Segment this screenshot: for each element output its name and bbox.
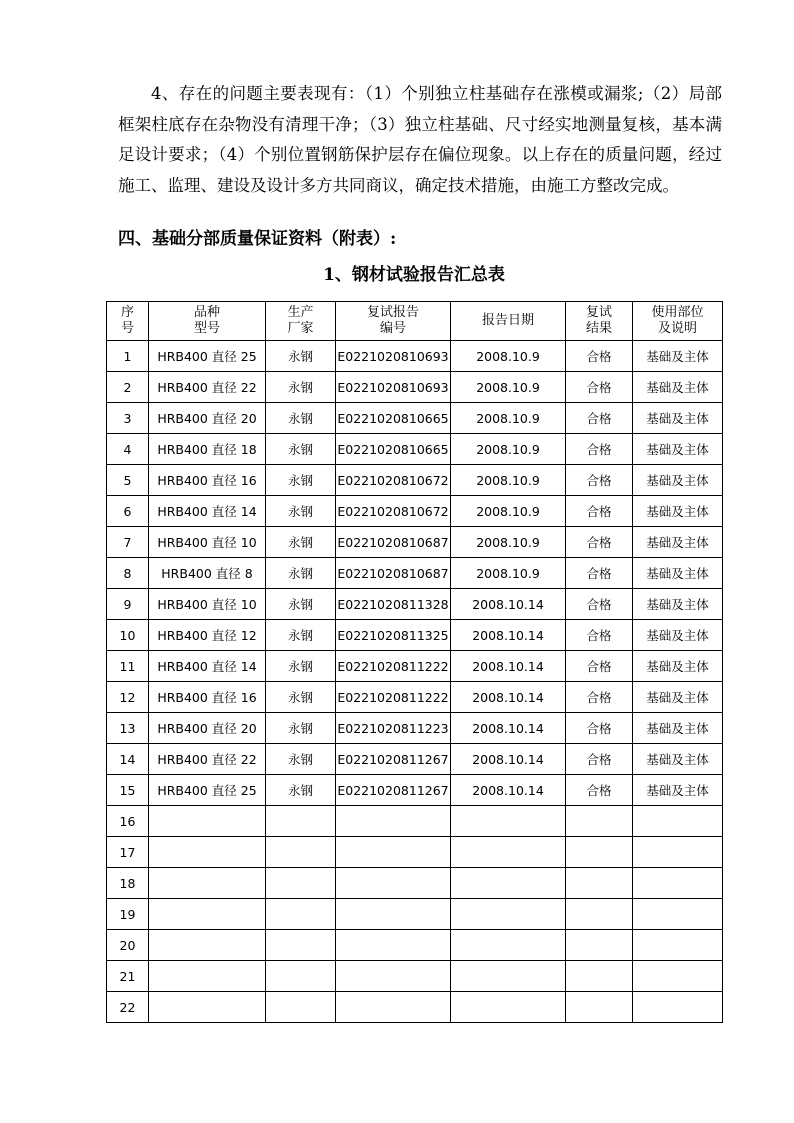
cell-usage <box>633 992 723 1023</box>
cell-seq: 15 <box>107 775 149 806</box>
cell-usage <box>633 837 723 868</box>
cell-test-result <box>566 961 633 992</box>
cell-test-result: 合格 <box>566 403 633 434</box>
cell-report-date: 2008.10.9 <box>451 496 566 527</box>
cell-report-date <box>451 992 566 1023</box>
cell-manufacturer <box>266 868 336 899</box>
cell-seq: 17 <box>107 837 149 868</box>
cell-report-date: 2008.10.9 <box>451 403 566 434</box>
cell-usage: 基础及主体 <box>633 651 723 682</box>
table-row <box>107 465 723 496</box>
table-row <box>107 651 723 682</box>
cell-usage: 基础及主体 <box>633 527 723 558</box>
table-row <box>107 775 723 806</box>
cell-report-number: E0221020811328 <box>336 589 451 620</box>
cell-usage: 基础及主体 <box>633 372 723 403</box>
cell-report-date: 2008.10.14 <box>451 620 566 651</box>
cell-test-result: 合格 <box>566 713 633 744</box>
table-row <box>107 713 723 744</box>
cell-report-date: 2008.10.14 <box>451 775 566 806</box>
cell-report-number: E0221020810693 <box>336 341 451 372</box>
cell-test-result: 合格 <box>566 589 633 620</box>
cell-report-number <box>336 930 451 961</box>
table-row <box>107 496 723 527</box>
cell-type: HRB400 直径 16 <box>149 465 266 496</box>
cell-seq: 19 <box>107 899 149 930</box>
cell-report-date <box>451 930 566 961</box>
cell-test-result: 合格 <box>566 465 633 496</box>
cell-manufacturer: 永钢 <box>266 620 336 651</box>
cell-manufacturer: 永钢 <box>266 558 336 589</box>
cell-seq: 9 <box>107 589 149 620</box>
cell-seq: 3 <box>107 403 149 434</box>
cell-test-result: 合格 <box>566 527 633 558</box>
cell-type: HRB400 直径 18 <box>149 434 266 465</box>
cell-usage: 基础及主体 <box>633 713 723 744</box>
cell-seq: 4 <box>107 434 149 465</box>
cell-manufacturer <box>266 806 336 837</box>
table-header-row <box>107 302 723 341</box>
steel-test-report-table <box>106 301 723 1023</box>
cell-type: HRB400 直径 14 <box>149 651 266 682</box>
cell-manufacturer: 永钢 <box>266 465 336 496</box>
cell-manufacturer <box>266 837 336 868</box>
cell-manufacturer: 永钢 <box>266 713 336 744</box>
table-row <box>107 558 723 589</box>
cell-report-number: E0221020810665 <box>336 434 451 465</box>
table-row <box>107 868 723 899</box>
cell-seq: 7 <box>107 527 149 558</box>
table-row <box>107 961 723 992</box>
cell-manufacturer <box>266 930 336 961</box>
cell-report-number: E0221020810687 <box>336 558 451 589</box>
cell-report-number: E0221020810665 <box>336 403 451 434</box>
cell-report-date: 2008.10.9 <box>451 372 566 403</box>
cell-type: HRB400 直径 25 <box>149 775 266 806</box>
cell-report-number: E0221020811267 <box>336 744 451 775</box>
cell-report-date <box>451 961 566 992</box>
cell-test-result: 合格 <box>566 744 633 775</box>
header-manufacturer: 生产 厂家 <box>266 302 336 341</box>
cell-type: HRB400 直径 10 <box>149 527 266 558</box>
cell-report-number <box>336 837 451 868</box>
cell-type: HRB400 直径 16 <box>149 682 266 713</box>
table-row <box>107 682 723 713</box>
cell-test-result: 合格 <box>566 341 633 372</box>
cell-test-result: 合格 <box>566 682 633 713</box>
cell-usage: 基础及主体 <box>633 403 723 434</box>
cell-report-date: 2008.10.14 <box>451 589 566 620</box>
cell-manufacturer: 永钢 <box>266 589 336 620</box>
cell-report-number: E0221020811223 <box>336 713 451 744</box>
cell-type: HRB400 直径 20 <box>149 713 266 744</box>
header-report-number: 复试报告 编号 <box>336 302 451 341</box>
cell-report-date: 2008.10.9 <box>451 341 566 372</box>
cell-type: HRB400 直径 22 <box>149 744 266 775</box>
cell-report-number: E0221020811222 <box>336 651 451 682</box>
cell-manufacturer: 永钢 <box>266 496 336 527</box>
cell-report-number: E0221020810693 <box>336 372 451 403</box>
cell-report-date <box>451 868 566 899</box>
header-type: 品种 型号 <box>149 302 266 341</box>
table-row <box>107 899 723 930</box>
cell-manufacturer: 永钢 <box>266 403 336 434</box>
cell-seq: 8 <box>107 558 149 589</box>
cell-seq: 12 <box>107 682 149 713</box>
table-row <box>107 837 723 868</box>
cell-report-number <box>336 961 451 992</box>
cell-usage: 基础及主体 <box>633 465 723 496</box>
cell-report-number: E0221020811325 <box>336 620 451 651</box>
cell-report-date: 2008.10.9 <box>451 465 566 496</box>
header-seq: 序 号 <box>107 302 149 341</box>
cell-report-number: E0221020810687 <box>336 527 451 558</box>
cell-seq: 14 <box>107 744 149 775</box>
intro-paragraph: 4、存在的问题主要表现有：（1）个别独立柱基础存在涨模或漏浆;（2）局部框架柱底存在杂物没有清理干净；（3）独立柱基础、尺寸经实地测量复核，基本满足设计要求；（4）个别位置钢筋保护层存在偏位现象。以上存在的质量问题，经过施工、监理、建设及设计多方共同商议，确定技术措施，由施工方整改完成。 <box>118 84 722 195</box>
cell-seq: 5 <box>107 465 149 496</box>
cell-type <box>149 806 266 837</box>
cell-type <box>149 992 266 1023</box>
cell-type: HRB400 直径 14 <box>149 496 266 527</box>
cell-test-result: 合格 <box>566 558 633 589</box>
cell-seq: 1 <box>107 341 149 372</box>
cell-usage: 基础及主体 <box>633 620 723 651</box>
table-row <box>107 806 723 837</box>
cell-test-result: 合格 <box>566 651 633 682</box>
cell-manufacturer: 永钢 <box>266 744 336 775</box>
cell-test-result: 合格 <box>566 620 633 651</box>
table-row <box>107 620 723 651</box>
cell-test-result <box>566 806 633 837</box>
cell-type: HRB400 直径 22 <box>149 372 266 403</box>
cell-usage: 基础及主体 <box>633 682 723 713</box>
cell-usage: 基础及主体 <box>633 434 723 465</box>
cell-report-date: 2008.10.9 <box>451 527 566 558</box>
cell-seq: 13 <box>107 713 149 744</box>
cell-usage: 基础及主体 <box>633 558 723 589</box>
cell-test-result: 合格 <box>566 434 633 465</box>
cell-usage <box>633 899 723 930</box>
cell-report-number <box>336 899 451 930</box>
cell-report-number <box>336 806 451 837</box>
table-row <box>107 930 723 961</box>
cell-seq: 10 <box>107 620 149 651</box>
cell-manufacturer <box>266 899 336 930</box>
cell-report-date: 2008.10.14 <box>451 713 566 744</box>
cell-usage <box>633 930 723 961</box>
header-report-date: 报告日期 <box>451 302 566 341</box>
header-usage: 使用部位 及说明 <box>633 302 723 341</box>
cell-usage: 基础及主体 <box>633 775 723 806</box>
cell-report-date: 2008.10.14 <box>451 682 566 713</box>
cell-test-result <box>566 837 633 868</box>
table-row <box>107 744 723 775</box>
cell-report-number: E0221020811222 <box>336 682 451 713</box>
cell-manufacturer: 永钢 <box>266 775 336 806</box>
table-row <box>107 527 723 558</box>
cell-seq: 2 <box>107 372 149 403</box>
cell-test-result: 合格 <box>566 496 633 527</box>
cell-seq: 21 <box>107 961 149 992</box>
cell-usage <box>633 868 723 899</box>
cell-usage: 基础及主体 <box>633 589 723 620</box>
cell-type <box>149 961 266 992</box>
cell-report-number: E0221020811267 <box>336 775 451 806</box>
cell-report-date: 2008.10.9 <box>451 434 566 465</box>
cell-report-date <box>451 837 566 868</box>
cell-seq: 16 <box>107 806 149 837</box>
cell-report-number <box>336 992 451 1023</box>
cell-test-result <box>566 930 633 961</box>
table-body <box>107 341 723 1023</box>
table-row <box>107 403 723 434</box>
table-row <box>107 372 723 403</box>
cell-usage <box>633 961 723 992</box>
cell-report-number <box>336 868 451 899</box>
cell-seq: 6 <box>107 496 149 527</box>
cell-usage: 基础及主体 <box>633 744 723 775</box>
cell-manufacturer: 永钢 <box>266 372 336 403</box>
cell-usage <box>633 806 723 837</box>
header-test-result: 复试 结果 <box>566 302 633 341</box>
section-heading: 四、基础分部质量保证资料（附表）: <box>118 229 397 249</box>
cell-seq: 20 <box>107 930 149 961</box>
cell-manufacturer <box>266 961 336 992</box>
cell-manufacturer: 永钢 <box>266 651 336 682</box>
cell-report-date <box>451 899 566 930</box>
table-row <box>107 589 723 620</box>
cell-type: HRB400 直径 8 <box>149 558 266 589</box>
cell-manufacturer <box>266 992 336 1023</box>
cell-seq: 22 <box>107 992 149 1023</box>
cell-manufacturer: 永钢 <box>266 434 336 465</box>
table-row <box>107 434 723 465</box>
table-row <box>107 341 723 372</box>
cell-test-result: 合格 <box>566 775 633 806</box>
cell-type <box>149 868 266 899</box>
cell-type <box>149 899 266 930</box>
cell-report-number: E0221020810672 <box>336 465 451 496</box>
cell-test-result <box>566 899 633 930</box>
cell-test-result <box>566 992 633 1023</box>
cell-report-date <box>451 806 566 837</box>
cell-test-result: 合格 <box>566 372 633 403</box>
table-row <box>107 992 723 1023</box>
table-title: 1、钢材试验报告汇总表 <box>323 265 505 285</box>
cell-test-result <box>566 868 633 899</box>
cell-type: HRB400 直径 10 <box>149 589 266 620</box>
cell-report-number: E0221020810672 <box>336 496 451 527</box>
cell-report-date: 2008.10.14 <box>451 651 566 682</box>
cell-usage: 基础及主体 <box>633 496 723 527</box>
cell-usage: 基础及主体 <box>633 341 723 372</box>
cell-report-date: 2008.10.14 <box>451 744 566 775</box>
cell-type: HRB400 直径 20 <box>149 403 266 434</box>
cell-type: HRB400 直径 12 <box>149 620 266 651</box>
cell-seq: 18 <box>107 868 149 899</box>
cell-manufacturer: 永钢 <box>266 341 336 372</box>
cell-type: HRB400 直径 25 <box>149 341 266 372</box>
cell-seq: 11 <box>107 651 149 682</box>
cell-type <box>149 837 266 868</box>
cell-manufacturer: 永钢 <box>266 527 336 558</box>
cell-manufacturer: 永钢 <box>266 682 336 713</box>
cell-report-date: 2008.10.9 <box>451 558 566 589</box>
cell-type <box>149 930 266 961</box>
